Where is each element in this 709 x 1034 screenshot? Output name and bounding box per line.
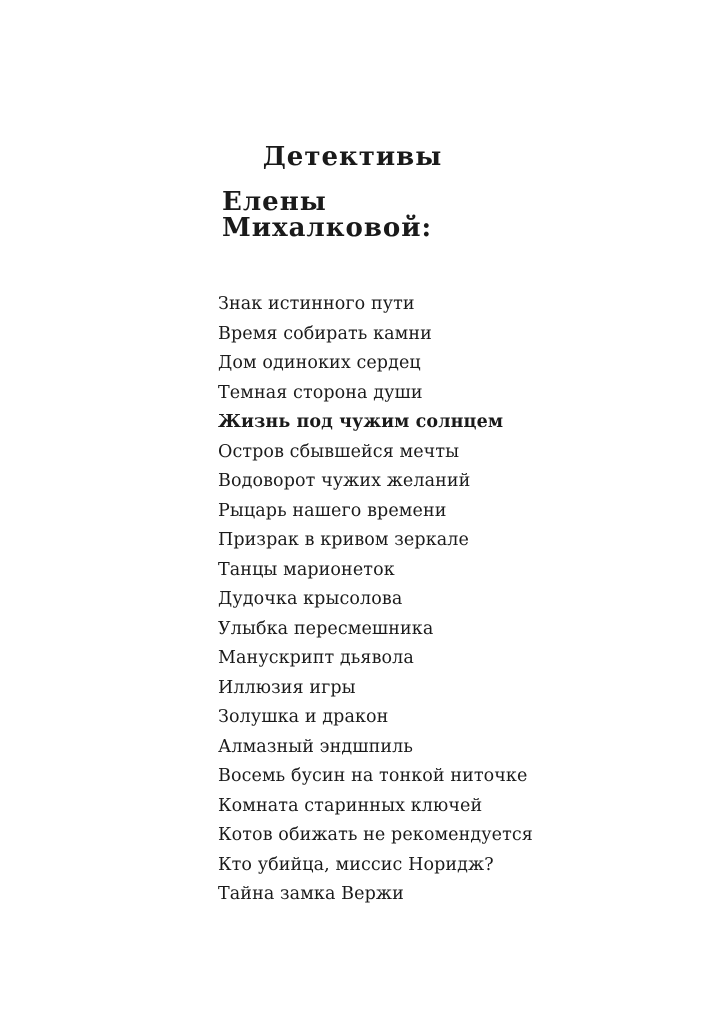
book-title: Дудочка крысолова xyxy=(218,589,403,609)
book-title: Алмазный эндшпиль xyxy=(218,736,413,757)
book-title: Манускрипт дьявола xyxy=(218,648,414,668)
book-title: Темная сторона души xyxy=(218,382,423,403)
book-title: Котов обижать не рекомендуется xyxy=(218,825,533,845)
book-title: Знак истинного пути xyxy=(218,294,415,314)
book-title: Жизнь под чужим солнцем xyxy=(218,412,504,432)
book-title: Иллюзия игры xyxy=(218,677,356,698)
book-title: Восемь бусин на тонкой ниточке xyxy=(218,766,528,786)
book-list xyxy=(218,290,533,910)
book-title: Призрак в кривом зеркале xyxy=(218,530,469,550)
heading-line-1: Детективы xyxy=(262,142,443,172)
book-title: Водоворот чужих желаний xyxy=(218,471,471,491)
book-title: Улыбка пересмешника xyxy=(218,618,434,639)
book-title: Золушка и дракон xyxy=(218,707,389,727)
book-title: Остров сбывшейся мечты xyxy=(218,441,460,462)
book-title: Тайна замка Вержи xyxy=(218,884,404,904)
book-title: Время собирать камни xyxy=(218,323,432,344)
book-title: Танцы марионеток xyxy=(218,559,395,580)
book-title: Рыцарь нашего времени xyxy=(218,500,447,521)
heading-line-2-text: Елены Михалковой: xyxy=(222,187,433,243)
book-title: Дом одиноких сердец xyxy=(218,353,421,373)
book-title: Комната старинных ключей xyxy=(218,795,483,816)
book-title: Кто убийца, миссис Норидж? xyxy=(218,854,494,875)
